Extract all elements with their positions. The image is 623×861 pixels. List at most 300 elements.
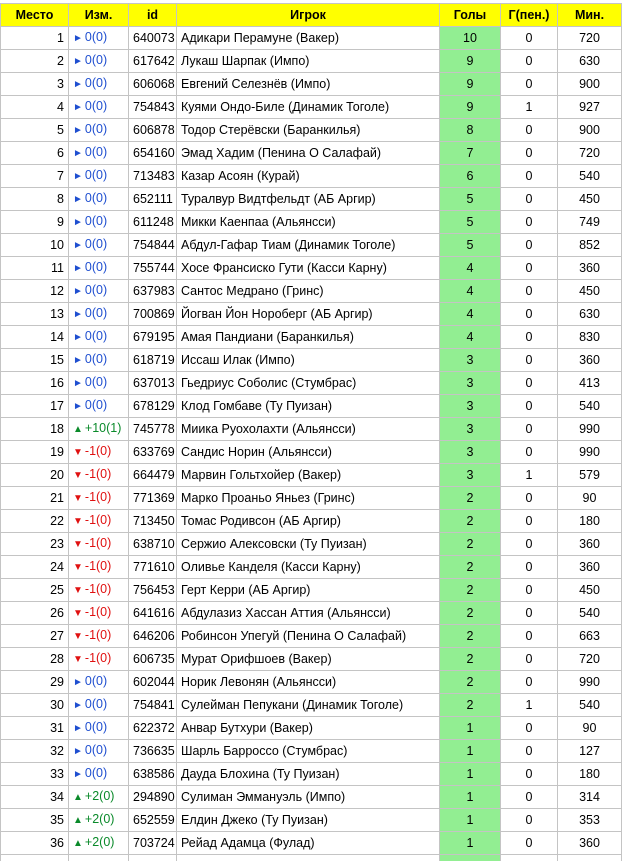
- goals-cell: 2: [440, 694, 501, 717]
- table-row: [1, 349, 622, 372]
- change-value: 0(0): [85, 720, 107, 734]
- minutes-cell: 830: [558, 326, 622, 349]
- change-flat-icon: ►: [73, 217, 83, 228]
- change-cell: [69, 165, 129, 188]
- change-cell: [69, 763, 129, 786]
- change-cell: [69, 464, 129, 487]
- place-cell: 25: [1, 579, 69, 602]
- change-cell: [69, 372, 129, 395]
- id-cell: 700869: [129, 303, 177, 326]
- place-cell: 22: [1, 510, 69, 533]
- change-cell: [69, 119, 129, 142]
- change-value: 0(0): [85, 697, 107, 711]
- table-row: [1, 740, 622, 763]
- place-cell: 29: [1, 671, 69, 694]
- place-cell: 3: [1, 73, 69, 96]
- goals-cell: 2: [440, 487, 501, 510]
- minutes-cell: 720: [558, 648, 622, 671]
- id-cell: 602044: [129, 671, 177, 694]
- change-flat-icon: ►: [73, 194, 83, 205]
- change-flat-icon: ►: [73, 332, 83, 343]
- goals-cell: 1: [440, 717, 501, 740]
- pen-cell: 0: [501, 648, 558, 671]
- change-cell: [69, 211, 129, 234]
- goals-cell: 1: [440, 763, 501, 786]
- minutes-cell: 630: [558, 303, 622, 326]
- table-row: [1, 648, 622, 671]
- player-cell: Сулейман Пепукани (Динамик Тоголе): [177, 694, 440, 717]
- change-flat-icon: ►: [73, 79, 83, 90]
- change-value: -1(0): [85, 444, 111, 458]
- minutes-cell: 450: [558, 280, 622, 303]
- table-row: [1, 188, 622, 211]
- minutes-cell: 353: [558, 809, 622, 832]
- player-cell: Сантос Медрано (Гринс): [177, 280, 440, 303]
- place-cell: 32: [1, 740, 69, 763]
- change-value: 0(0): [85, 122, 107, 136]
- goals-cell: 9: [440, 50, 501, 73]
- pen-cell: 0: [501, 50, 558, 73]
- table-row: [1, 418, 622, 441]
- table-row: [1, 280, 622, 303]
- change-value: +2(0): [85, 835, 115, 849]
- change-cell: [69, 625, 129, 648]
- place-cell: 27: [1, 625, 69, 648]
- minutes-cell: 749: [558, 211, 622, 234]
- goals-cell: 2: [440, 556, 501, 579]
- goals-cell: 3: [440, 395, 501, 418]
- place-cell: 35: [1, 809, 69, 832]
- pen-cell: 0: [501, 372, 558, 395]
- change-cell: [69, 73, 129, 96]
- change-cell: [69, 234, 129, 257]
- change-flat-icon: ►: [73, 102, 83, 113]
- change-flat-icon: ►: [73, 171, 83, 182]
- minutes-cell: 720: [558, 27, 622, 50]
- table-row: [1, 73, 622, 96]
- pen-cell: 0: [501, 303, 558, 326]
- change-down-icon: ▼: [73, 631, 83, 642]
- change-value: 0(0): [85, 743, 107, 757]
- player-cell: Абдулазиз Хассан Аттия (Альянсси): [177, 602, 440, 625]
- table-row: [1, 556, 622, 579]
- minutes-cell: 360: [558, 257, 622, 280]
- goals-cell: 3: [440, 418, 501, 441]
- change-down-icon: ▼: [73, 539, 83, 550]
- change-flat-icon: ►: [73, 723, 83, 734]
- change-flat-icon: ►: [73, 56, 83, 67]
- id-cell: 754841: [129, 694, 177, 717]
- id-cell: 637983: [129, 280, 177, 303]
- change-value: 0(0): [85, 306, 107, 320]
- table-row: [1, 717, 622, 740]
- player-cell: Тодор Стерёвски (Баранкилья): [177, 119, 440, 142]
- id-cell: 755744: [129, 257, 177, 280]
- minutes-cell: 720: [558, 142, 622, 165]
- id-cell: 638710: [129, 533, 177, 556]
- minutes-cell: 360: [558, 533, 622, 556]
- change-value: -1(0): [85, 513, 111, 527]
- goals-cell: 4: [440, 280, 501, 303]
- player-cell: Марвин Гольтхойер (Вакер): [177, 464, 440, 487]
- change-value: -1(0): [85, 582, 111, 596]
- pen-cell: 0: [501, 671, 558, 694]
- minutes-cell: 990: [558, 441, 622, 464]
- change-cell: [69, 832, 129, 855]
- change-value: 0(0): [85, 53, 107, 67]
- change-cell: [69, 556, 129, 579]
- change-cell: [69, 142, 129, 165]
- place-cell: 24: [1, 556, 69, 579]
- pen-cell: 0: [501, 717, 558, 740]
- id-cell: 654160: [129, 142, 177, 165]
- change-down-icon: ▼: [73, 654, 83, 665]
- goals-cell: 3: [440, 349, 501, 372]
- pen-cell: 0: [501, 487, 558, 510]
- place-cell: 4: [1, 96, 69, 119]
- change-up-icon: ▲: [73, 815, 83, 826]
- minutes-cell: 450: [558, 188, 622, 211]
- change-flat-icon: ►: [73, 263, 83, 274]
- pen-cell: 0: [501, 27, 558, 50]
- change-cell: [69, 326, 129, 349]
- player-cell: Робинсон Упегуй (Пенина О Салафай): [177, 625, 440, 648]
- pen-cell: 0: [501, 556, 558, 579]
- pen-cell: 0: [501, 395, 558, 418]
- pen-cell: 1: [501, 694, 558, 717]
- goals-cell: 6: [440, 165, 501, 188]
- change-value: -1(0): [85, 490, 111, 504]
- pen-cell: 0: [501, 602, 558, 625]
- change-value: 0(0): [85, 99, 107, 113]
- pen-cell: 0: [501, 257, 558, 280]
- table-row: [1, 671, 622, 694]
- place-cell: 31: [1, 717, 69, 740]
- pen-cell: 0: [501, 832, 558, 855]
- change-cell: [69, 533, 129, 556]
- goals-cell: 2: [440, 625, 501, 648]
- table-row: [1, 763, 622, 786]
- change-up-icon: ▲: [73, 792, 83, 803]
- change-value: +2(0): [85, 789, 115, 803]
- change-flat-icon: ►: [73, 309, 83, 320]
- table-row: [1, 694, 622, 717]
- scorers-table: [0, 3, 622, 861]
- place-cell: 6: [1, 142, 69, 165]
- id-cell: 713450: [129, 510, 177, 533]
- pen-cell: 0: [501, 625, 558, 648]
- change-value: 0(0): [85, 145, 107, 159]
- change-flat-icon: ►: [73, 240, 83, 251]
- change-down-icon: ▼: [73, 493, 83, 504]
- goals-cell: 1: [440, 809, 501, 832]
- table-row: [1, 142, 622, 165]
- place-cell: 28: [1, 648, 69, 671]
- id-cell: 606068: [129, 73, 177, 96]
- goals-cell: 1: [440, 740, 501, 763]
- place-cell: 12: [1, 280, 69, 303]
- change-value: -1(0): [85, 536, 111, 550]
- change-down-icon: ▼: [73, 447, 83, 458]
- table-row: [1, 533, 622, 556]
- table-row: [1, 50, 622, 73]
- player-cell: Елдин Джеко (Ту Пуизан): [177, 809, 440, 832]
- player-cell: Эмад Хадим (Пенина О Салафай): [177, 142, 440, 165]
- player-cell: Оливье Канделя (Касси Карну): [177, 556, 440, 579]
- minutes-cell: 663: [558, 625, 622, 648]
- place-cell: 13: [1, 303, 69, 326]
- id-cell: 622372: [129, 717, 177, 740]
- table-row: [1, 27, 622, 50]
- table-row: [1, 96, 622, 119]
- minutes-cell: 540: [558, 602, 622, 625]
- player-cell: Абдул-Гафар Тиам (Динамик Тоголе): [177, 234, 440, 257]
- id-cell: 641616: [129, 602, 177, 625]
- id-cell: 617642: [129, 50, 177, 73]
- place-cell: 26: [1, 602, 69, 625]
- header-place: Место: [1, 4, 69, 27]
- id-cell: 294890: [129, 786, 177, 809]
- minutes-cell: 360: [558, 556, 622, 579]
- id-cell: 618719: [129, 349, 177, 372]
- id-cell: 638586: [129, 763, 177, 786]
- goals-cell: 10: [440, 27, 501, 50]
- player-cell: Шарль Барроссо (Стумбрас): [177, 740, 440, 763]
- table-row: [1, 234, 622, 257]
- player-cell: Рейад Адамца (Фулад): [177, 832, 440, 855]
- change-value: 0(0): [85, 398, 107, 412]
- pen-cell: 1: [501, 96, 558, 119]
- place-cell: 36: [1, 832, 69, 855]
- minutes-cell: 360: [558, 832, 622, 855]
- change-flat-icon: ►: [73, 355, 83, 366]
- table-row: [1, 464, 622, 487]
- place-cell: 30: [1, 694, 69, 717]
- id-cell: 646206: [129, 625, 177, 648]
- minutes-cell: 630: [558, 50, 622, 73]
- player-cell: Хосе Франсиско Гути (Касси Карну): [177, 257, 440, 280]
- change-flat-icon: ►: [73, 677, 83, 688]
- table-row: [1, 625, 622, 648]
- change-cell: [69, 257, 129, 280]
- change-cell: [69, 418, 129, 441]
- change-flat-icon: ►: [73, 33, 83, 44]
- pen-cell: 0: [501, 280, 558, 303]
- goals-cell: 1: [440, 786, 501, 809]
- id-cell: 745778: [129, 418, 177, 441]
- place-cell: 1: [1, 27, 69, 50]
- change-cell: [69, 395, 129, 418]
- change-cell: [69, 280, 129, 303]
- id-cell: 736635: [129, 740, 177, 763]
- player-cell: Туралвур Видтфельдт (АБ Аргир): [177, 188, 440, 211]
- change-value: 0(0): [85, 375, 107, 389]
- player-cell: Куями Ондо-Биле (Динамик Тоголе): [177, 96, 440, 119]
- id-cell: 703724: [129, 832, 177, 855]
- change-cell: [69, 188, 129, 211]
- id-cell: 713483: [129, 165, 177, 188]
- place-cell: 16: [1, 372, 69, 395]
- change-value: 0(0): [85, 76, 107, 90]
- id-cell: 652559: [129, 809, 177, 832]
- place-cell: 15: [1, 349, 69, 372]
- table-row: [1, 786, 622, 809]
- minutes-cell: 990: [558, 671, 622, 694]
- minutes-cell: 180: [558, 510, 622, 533]
- pen-cell: 1: [501, 464, 558, 487]
- goals-cell: 5: [440, 211, 501, 234]
- goals-cell: 1: [440, 832, 501, 855]
- place-cell: 2: [1, 50, 69, 73]
- change-flat-icon: ►: [73, 125, 83, 136]
- minutes-cell: 990: [558, 418, 622, 441]
- change-cell: [69, 648, 129, 671]
- pen-cell: 0: [501, 142, 558, 165]
- change-value: 0(0): [85, 260, 107, 274]
- goals-cell: 9: [440, 73, 501, 96]
- pen-cell: 0: [501, 510, 558, 533]
- id-cell: 637013: [129, 372, 177, 395]
- player-cell: Норик Левонян (Альянсси): [177, 671, 440, 694]
- table-row-partial: [1, 855, 622, 861]
- goals-cell: 2: [440, 579, 501, 602]
- table-row: [1, 487, 622, 510]
- pen-cell: 0: [501, 763, 558, 786]
- change-flat-icon: ►: [73, 401, 83, 412]
- id-cell: 640073: [129, 27, 177, 50]
- change-cell: [69, 717, 129, 740]
- change-cell: [69, 740, 129, 763]
- player-cell: Амая Пандиани (Баранкилья): [177, 326, 440, 349]
- player-cell: Лукаш Шарпак (Импо): [177, 50, 440, 73]
- player-cell: Томас Родивсон (АБ Аргир): [177, 510, 440, 533]
- minutes-cell: 127: [558, 740, 622, 763]
- change-cell: [69, 441, 129, 464]
- change-value: 0(0): [85, 283, 107, 297]
- change-value: -1(0): [85, 651, 111, 665]
- header-player: Игрок: [177, 4, 440, 27]
- table-row: [1, 602, 622, 625]
- id-cell: 664479: [129, 464, 177, 487]
- goals-cell: 3: [440, 441, 501, 464]
- player-cell: Мурат Орифшоев (Вакер): [177, 648, 440, 671]
- pen-cell: 0: [501, 165, 558, 188]
- goals-cell: 4: [440, 257, 501, 280]
- change-down-icon: ▼: [73, 608, 83, 619]
- header-goals: Голы: [440, 4, 501, 27]
- change-cell: [69, 50, 129, 73]
- change-up-icon: ▲: [73, 838, 83, 849]
- place-cell: 10: [1, 234, 69, 257]
- change-down-icon: ▼: [73, 562, 83, 573]
- pen-cell: 0: [501, 740, 558, 763]
- player-cell: Евгений Селезнёв (Импо): [177, 73, 440, 96]
- id-cell: 652111: [129, 188, 177, 211]
- change-down-icon: ▼: [73, 516, 83, 527]
- change-up-icon: ▲: [73, 424, 83, 435]
- id-cell: 679195: [129, 326, 177, 349]
- goals-cell: 2: [440, 602, 501, 625]
- change-value: 0(0): [85, 237, 107, 251]
- table-row: [1, 579, 622, 602]
- table-row: [1, 326, 622, 349]
- pen-cell: 0: [501, 119, 558, 142]
- change-value: 0(0): [85, 766, 107, 780]
- id-cell: 678129: [129, 395, 177, 418]
- player-cell: Сулиман Эммануэль (Импо): [177, 786, 440, 809]
- id-cell: 754843: [129, 96, 177, 119]
- minutes-cell: 540: [558, 694, 622, 717]
- minutes-cell: 90: [558, 717, 622, 740]
- change-flat-icon: ►: [73, 148, 83, 159]
- place-cell: 11: [1, 257, 69, 280]
- table-row: [1, 211, 622, 234]
- pen-cell: 0: [501, 349, 558, 372]
- change-flat-icon: ►: [73, 746, 83, 757]
- minutes-cell: 314: [558, 786, 622, 809]
- header-row: [1, 4, 622, 27]
- goals-cell: 2: [440, 671, 501, 694]
- change-value: -1(0): [85, 628, 111, 642]
- pen-cell: 0: [501, 188, 558, 211]
- pen-cell: 0: [501, 579, 558, 602]
- change-cell: [69, 579, 129, 602]
- id-cell: 754844: [129, 234, 177, 257]
- change-value: +10(1): [85, 421, 121, 435]
- table-row: [1, 119, 622, 142]
- change-value: -1(0): [85, 605, 111, 619]
- change-value: 0(0): [85, 352, 107, 366]
- place-cell: 9: [1, 211, 69, 234]
- change-value: 0(0): [85, 168, 107, 182]
- goals-cell: 5: [440, 188, 501, 211]
- change-flat-icon: ►: [73, 378, 83, 389]
- change-value: +2(0): [85, 812, 115, 826]
- minutes-cell: 927: [558, 96, 622, 119]
- goals-cell: 7: [440, 142, 501, 165]
- goals-cell: 4: [440, 303, 501, 326]
- table-row: [1, 395, 622, 418]
- change-cell: [69, 602, 129, 625]
- pen-cell: 0: [501, 418, 558, 441]
- player-cell: Сандис Норин (Альянсси): [177, 441, 440, 464]
- pen-cell: 0: [501, 786, 558, 809]
- table-row: [1, 165, 622, 188]
- place-cell: 14: [1, 326, 69, 349]
- minutes-cell: 852: [558, 234, 622, 257]
- place-cell: 23: [1, 533, 69, 556]
- minutes-cell: 540: [558, 395, 622, 418]
- player-cell: Йогван Йон Нороберг (АБ Аргир): [177, 303, 440, 326]
- table-row: [1, 372, 622, 395]
- minutes-cell: 413: [558, 372, 622, 395]
- change-cell: [69, 671, 129, 694]
- id-cell: 771610: [129, 556, 177, 579]
- player-cell: Гьедриус Соболис (Стумбрас): [177, 372, 440, 395]
- change-flat-icon: ►: [73, 700, 83, 711]
- place-cell: 34: [1, 786, 69, 809]
- header-change: Изм.: [69, 4, 129, 27]
- goals-cell: 3: [440, 464, 501, 487]
- id-cell: 611248: [129, 211, 177, 234]
- change-cell: [69, 96, 129, 119]
- place-cell: 21: [1, 487, 69, 510]
- table-row: [1, 832, 622, 855]
- id-cell: 771369: [129, 487, 177, 510]
- table-row: [1, 441, 622, 464]
- pen-cell: 0: [501, 73, 558, 96]
- place-cell: 20: [1, 464, 69, 487]
